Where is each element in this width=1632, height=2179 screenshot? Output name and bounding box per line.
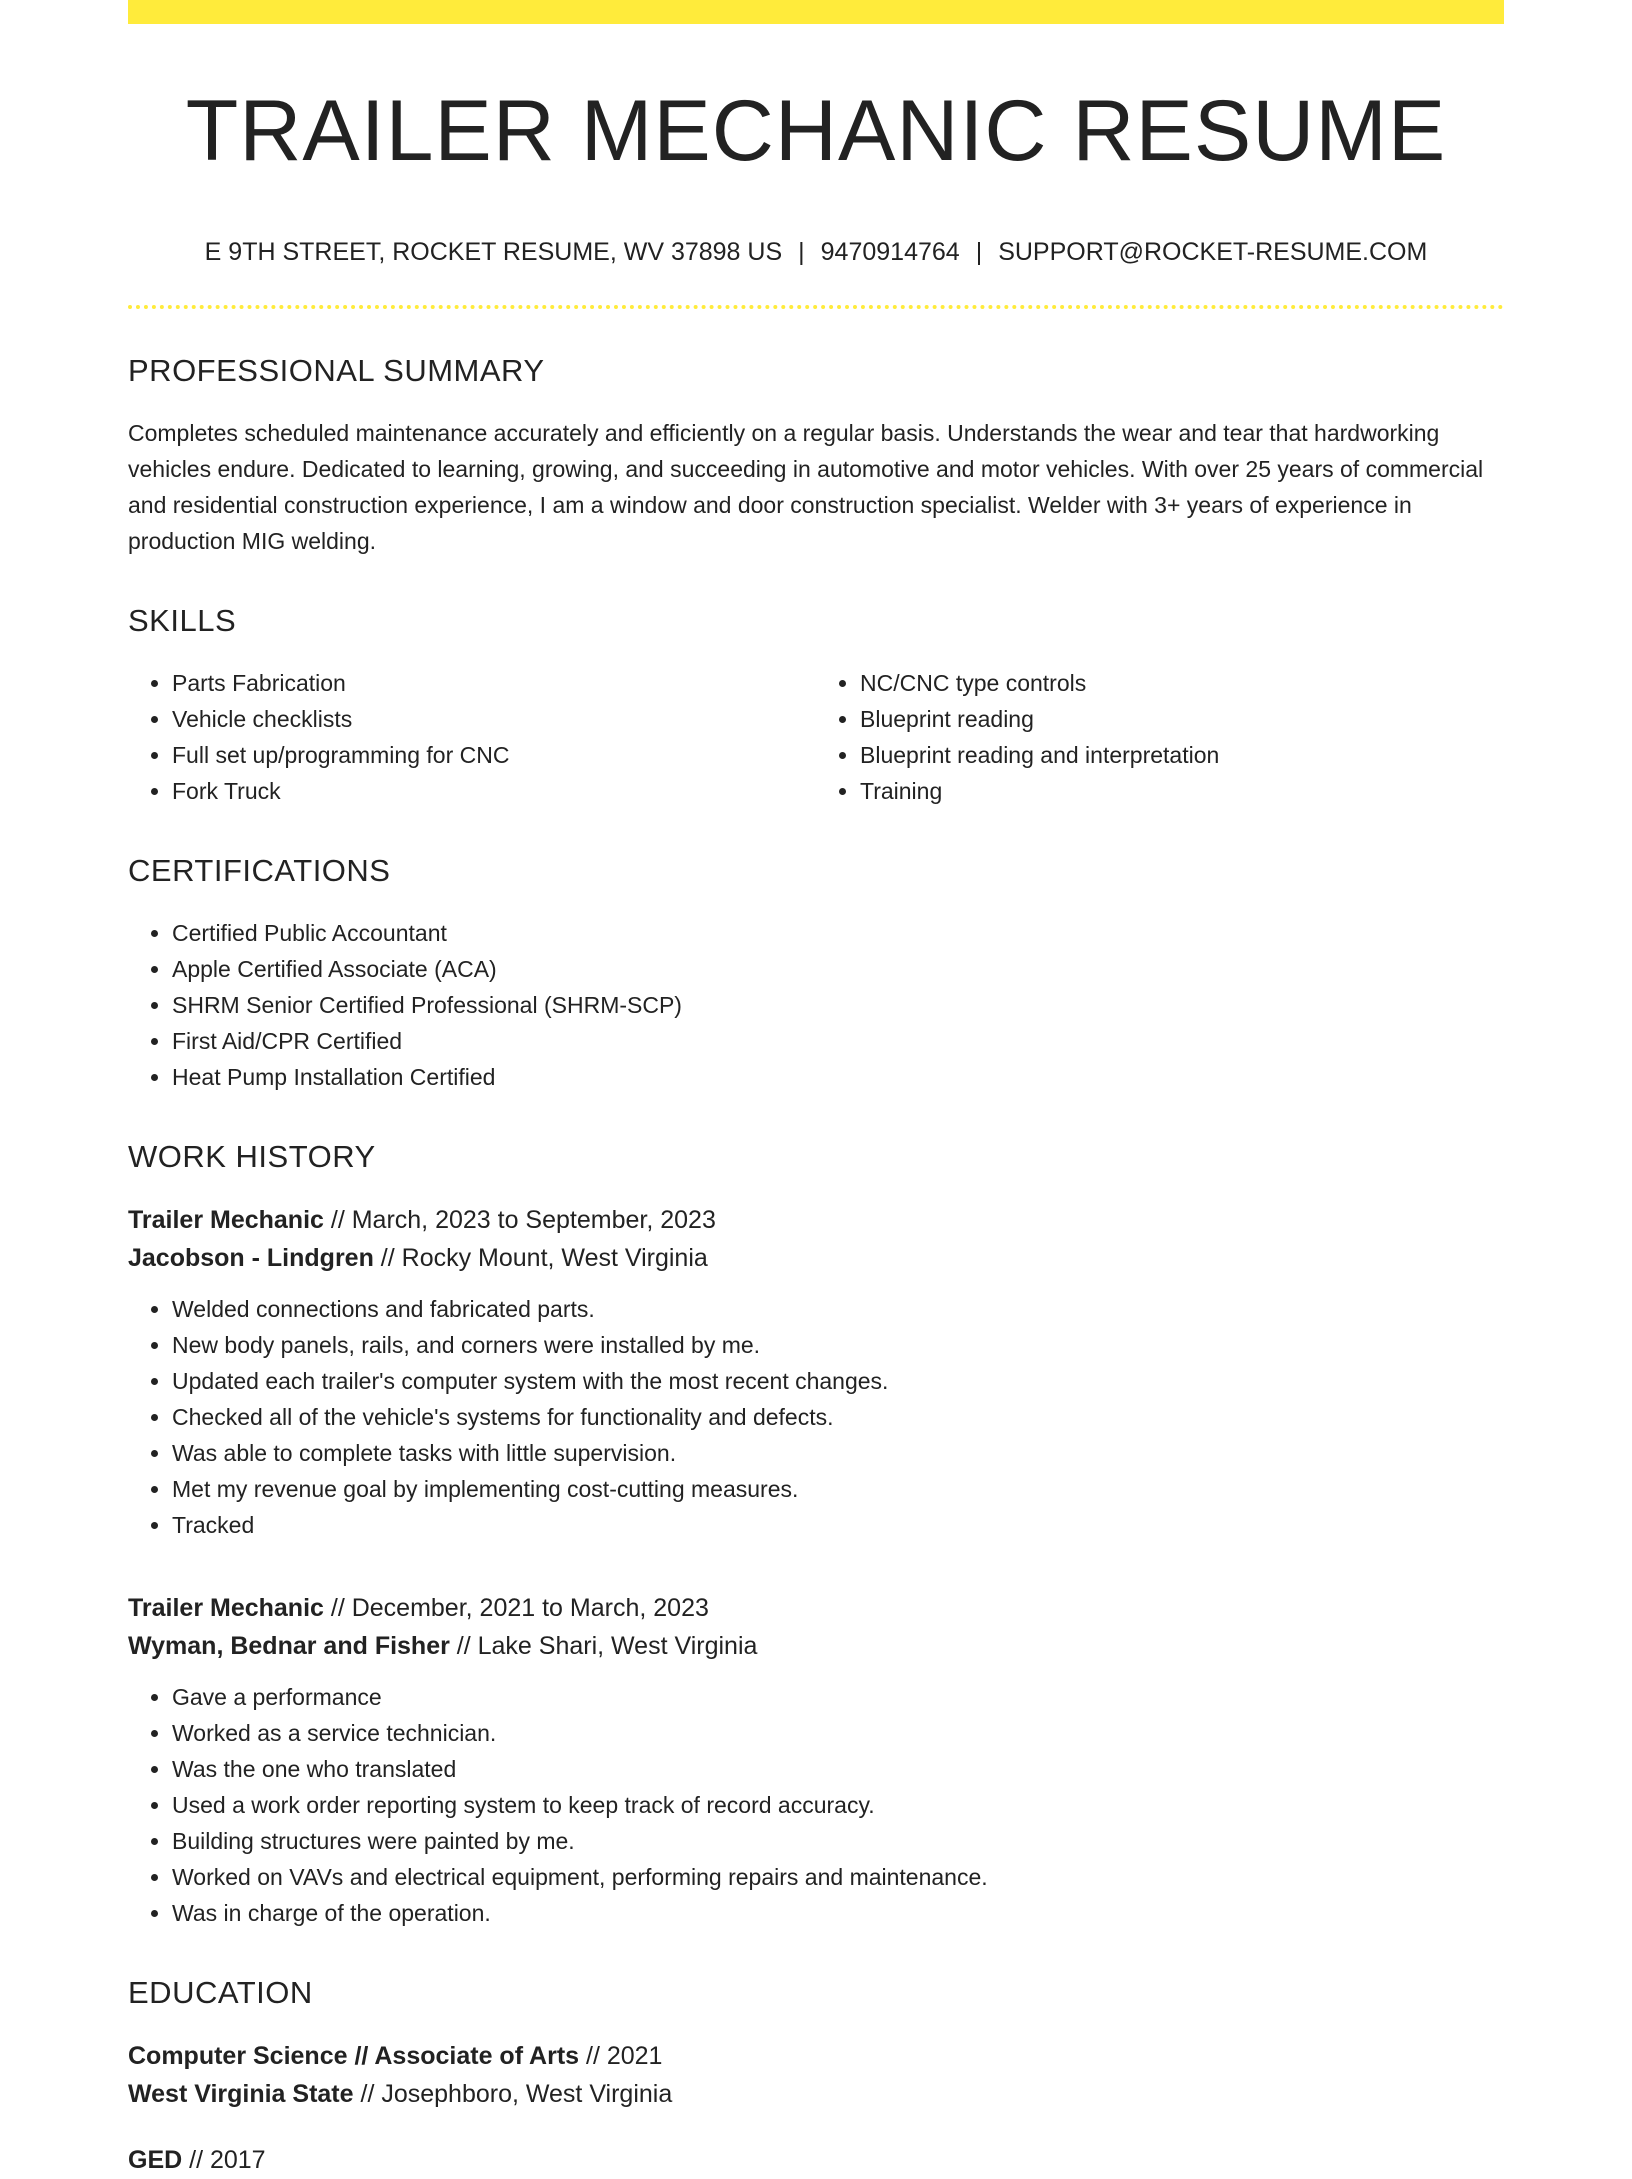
skill-item: • Fork Truck	[172, 773, 816, 809]
contact-address: E 9TH STREET, ROCKET RESUME, WV 37898 US	[204, 237, 783, 266]
job-duty: • Updated each trailer's computer system with the most recent changes.	[172, 1363, 1504, 1399]
certifications-list	[128, 915, 1504, 1095]
job-duty: • Worked as a service technician.	[172, 1715, 1504, 1751]
job-duty: • Was in charge of the operation.	[172, 1895, 1504, 1931]
skill-item: • Training	[860, 773, 1504, 809]
certification-item: • Heat Pump Installation Certified	[172, 1059, 1504, 1095]
job-title-line	[128, 1589, 1504, 1627]
section-heading-skills: SKILLS	[128, 602, 237, 638]
contact-separator: |	[975, 237, 983, 266]
section-heading-summary: PROFESSIONAL SUMMARY	[128, 352, 545, 388]
skill-item: • Full set up/programming for CNC	[172, 737, 816, 773]
job-location: // Rocky Mount, West Virginia	[373, 1243, 708, 1272]
section-heading-education: EDUCATION	[128, 1974, 313, 2010]
skill-item: • NC/CNC type controls	[860, 665, 1504, 701]
contact-phone: 9470914764	[820, 237, 960, 266]
job-duty: • New body panels, rails, and corners were installed by me.	[172, 1327, 1504, 1363]
job-dates: // December, 2021 to March, 2023	[323, 1593, 709, 1622]
job-company: Wyman, Bednar and Fisher	[128, 1631, 450, 1660]
top-accent-bar	[128, 0, 1504, 24]
job-duty: • Checked all of the vehicle's systems for functionality and defects.	[172, 1399, 1504, 1435]
job-company-line	[128, 1239, 1504, 1277]
education-school: West Virginia State	[128, 2079, 354, 2108]
job-company: Jacobson - Lindgren	[128, 1243, 374, 1272]
job-duty: • Used a work order reporting system to keep track of record accuracy.	[172, 1787, 1504, 1823]
resume-title: TRAILER MECHANIC RESUME	[185, 83, 1447, 179]
contact-line	[128, 237, 1504, 267]
skill-item: • Parts Fabrication	[172, 665, 816, 701]
education-location: // Josephboro, West Virginia	[353, 2079, 673, 2108]
education-entry	[128, 2037, 1504, 2113]
education-entry	[128, 2141, 1504, 2179]
job-duty: • Met my revenue goal by implementing cost-cutting measures.	[172, 1471, 1504, 1507]
education-degree: GED	[128, 2145, 183, 2174]
education-degree-line	[128, 2141, 1504, 2179]
skill-item: • Blueprint reading	[860, 701, 1504, 737]
job-location: // Lake Shari, West Virginia	[449, 1631, 758, 1660]
contact-separator: |	[798, 237, 805, 266]
education-degree-line	[128, 2037, 1504, 2075]
job-duty: • Welded connections and fabricated parts.	[172, 1291, 1504, 1327]
job-duty: • Was able to complete tasks with little supervision.	[172, 1435, 1504, 1471]
job-title-line	[128, 1201, 1504, 1239]
skills-list-right	[816, 665, 1504, 809]
certification-item: • SHRM Senior Certified Professional (SHRM-SCP)	[172, 987, 1504, 1023]
skills-list-left	[128, 665, 816, 809]
certification-item: • Apple Certified Associate (ACA)	[172, 951, 1504, 987]
header-divider	[128, 305, 1504, 309]
education-school-line	[128, 2075, 1504, 2113]
job-entry	[128, 1201, 1504, 1543]
section-heading-work-history: WORK HISTORY	[128, 1138, 376, 1174]
job-entry	[128, 1589, 1504, 1931]
contact-email: SUPPORT@ROCKET-RESUME.COM	[998, 237, 1428, 266]
section-heading-certifications: CERTIFICATIONS	[128, 852, 391, 888]
job-title: Trailer Mechanic	[128, 1205, 324, 1234]
job-duty: • Gave a performance	[172, 1679, 1504, 1715]
skill-item: • Blueprint reading and interpretation	[860, 737, 1504, 773]
job-duty: • Worked on VAVs and electrical equipment, performing repairs and maintenance.	[172, 1859, 1504, 1895]
certification-item: • First Aid/CPR Certified	[172, 1023, 1504, 1059]
job-company-line	[128, 1627, 1504, 1665]
education-degree: Computer Science // Associate of Arts	[128, 2041, 580, 2070]
job-duties-list	[128, 1679, 1504, 1931]
resume-page	[128, 0, 1504, 2179]
education-year: // 2021	[579, 2041, 663, 2070]
skills-grid	[128, 665, 1504, 809]
education-year: // 2017	[182, 2145, 266, 2174]
job-duty: • Building structures were painted by me.	[172, 1823, 1504, 1859]
summary-text: Completes scheduled maintenance accurately and efficiently on a regular basis. Understands the wear and tear that hardworking vehicles endure. Dedicated to learning, growing, and succeeding in automotive and motor vehicles. With over 25 years of commercial and residential construction experience, I am a window and door construction specialist. Welder with 3+ years of experience in production MIG welding.	[128, 419, 1484, 554]
certification-item: • Certified Public Accountant	[172, 915, 1504, 951]
job-duty: • Tracked	[172, 1507, 1504, 1543]
job-dates: // March, 2023 to September, 2023	[323, 1205, 716, 1234]
job-title: Trailer Mechanic	[128, 1593, 324, 1622]
job-duty: • Was the one who translated	[172, 1751, 1504, 1787]
job-duties-list	[128, 1291, 1504, 1543]
skill-item: • Vehicle checklists	[172, 701, 816, 737]
